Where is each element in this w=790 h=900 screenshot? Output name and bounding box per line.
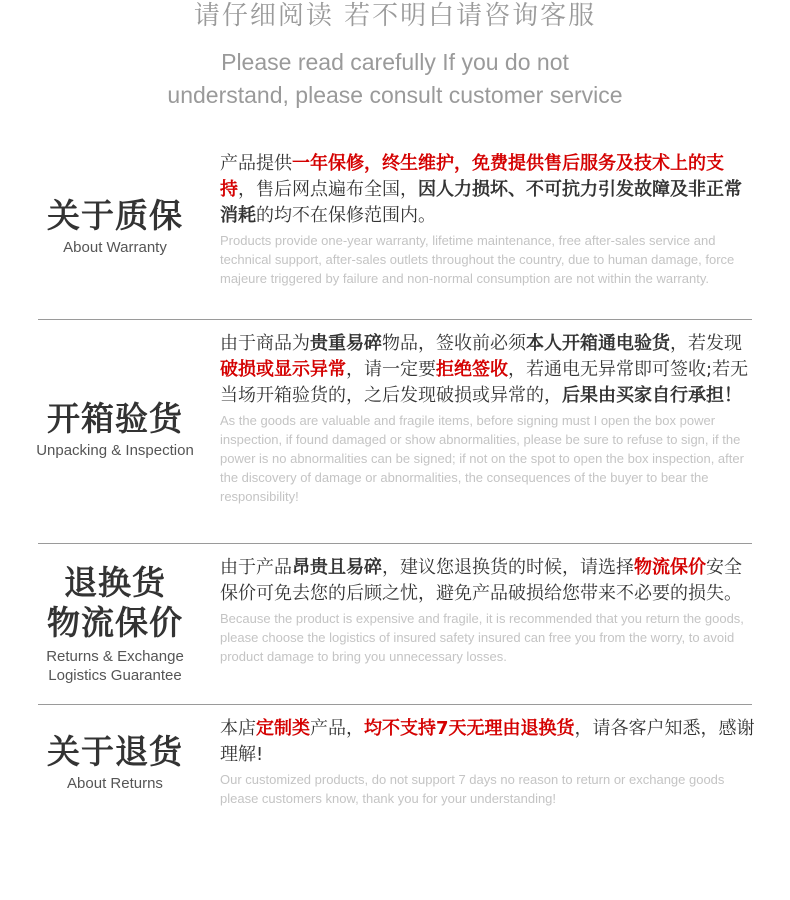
body-text: ，若发现 [670, 333, 742, 354]
returns-exchange-title-en-1: Returns & Exchange [46, 648, 184, 665]
body-text: 由于商品为 [220, 333, 310, 354]
body-text: 的均不在保修范围内。 [256, 205, 436, 226]
page-subtitle-en-line2: understand, please consult customer service [167, 82, 623, 108]
warranty-heading [20, 196, 210, 257]
emphasis-text: 后果由买家自行承担！ [562, 385, 742, 406]
emphasis-text: 本人开箱通电验货 [526, 333, 670, 354]
body-text: 产品， [310, 718, 364, 739]
body-text: 由于产品 [220, 557, 292, 578]
returns-heading [20, 732, 210, 793]
body-text: 本店 [220, 718, 256, 739]
emphasis-text: 因人力损坏、不可抗力引发故障及非正常消耗 [220, 179, 742, 226]
highlight-red-text: 均不支持7天无理由退换货 [364, 718, 575, 739]
highlight-red-text: 拒绝签收 [436, 359, 508, 380]
page-subtitle-en [0, 46, 790, 112]
returns-title-cn: 关于退货 [47, 732, 183, 771]
body-text: ，若通电无异常即可签收;若无当场开箱验货的，之后发现破损或异常的， [220, 359, 749, 406]
section-divider [38, 319, 752, 320]
unpacking-text-en: As the goods are valuable and fragile items, before signing must I open the box power inspection, if found damaged or show abnormalities, please be sure to refuse to sign, if the power is no abnormalities can be signed; if not on the spot to open the box inspection, after the discovery of damage or abnormalities, the consequences of the buyer to bear the responsibility! [220, 413, 744, 504]
warranty-body [220, 151, 755, 288]
emphasis-text: 昂贵且易碎 [292, 557, 382, 578]
emphasis-text: 贵重易碎 [310, 333, 382, 354]
warranty-title-en: About Warranty [63, 239, 167, 256]
returns-exchange-heading [20, 563, 210, 685]
returns-exchange-body [220, 555, 755, 666]
returns-title-en: About Returns [67, 775, 163, 792]
section-divider [38, 704, 752, 705]
warranty-text-en: Products provide one-year warranty, lifetime maintenance, free after-sales service and technical support, after-sales outlets throughout the country, due to human damage, force majeure triggered by failure and non-normal consumption are not within the warranty. [220, 233, 735, 286]
warranty-text-cn [220, 151, 755, 229]
highlight-red-text: 物流保价 [634, 557, 706, 578]
highlight-red-text: 定制类 [256, 718, 310, 739]
page-title-cn: 请仔细阅读 若不明白请咨询客服 [193, 1, 597, 31]
returns-text-en: Our customized products, do not support 7 days no reason to return or exchange goods please customers know, thank you for your understanding! [220, 772, 725, 806]
returns-exchange-title-cn-2: 物流保价 [47, 603, 183, 642]
highlight-red-text: 一年保修，终生维护，免费提供售后服务及技术上的支持 [220, 153, 724, 200]
page-subtitle-en-line1: Please read carefully If you do not [221, 49, 569, 75]
unpacking-text-cn [220, 331, 755, 409]
unpacking-heading [20, 399, 210, 460]
returns-exchange-text-cn [220, 555, 755, 607]
body-text: 产品提供 [220, 153, 292, 174]
warranty-title-cn: 关于质保 [47, 196, 183, 235]
returns-body [220, 716, 755, 808]
unpacking-title-en: Unpacking & Inspection [36, 442, 194, 459]
returns-exchange-title-en-2: Logistics Guarantee [48, 667, 182, 684]
returns-exchange-text-en: Because the product is expensive and fragile, it is recommended that you return the goods, please choose the logistics of insured safety insured can free you from the worry, to avoid product damage to bring you unnecessary losses. [220, 611, 744, 664]
highlight-red-text: 破损或显示异常 [220, 359, 346, 380]
body-text: ，请一定要 [346, 359, 436, 380]
body-text: 物品，签收前必须 [382, 333, 526, 354]
unpacking-body [220, 331, 755, 506]
body-text: 安全保价可免去您的后顾之忧，避免产品破损给您带来不必要的损失。 [220, 557, 742, 604]
returns-text-cn [220, 716, 755, 768]
body-text: ，请各客户知悉，感谢理解! [220, 718, 755, 765]
body-text: ，售后网点遍布全国， [238, 179, 418, 200]
body-text: ，建议您退换货的时候，请选择 [382, 557, 634, 578]
unpacking-title-cn: 开箱验货 [47, 399, 183, 438]
section-divider [38, 543, 752, 544]
returns-exchange-title-cn-1: 退换货 [64, 563, 166, 602]
